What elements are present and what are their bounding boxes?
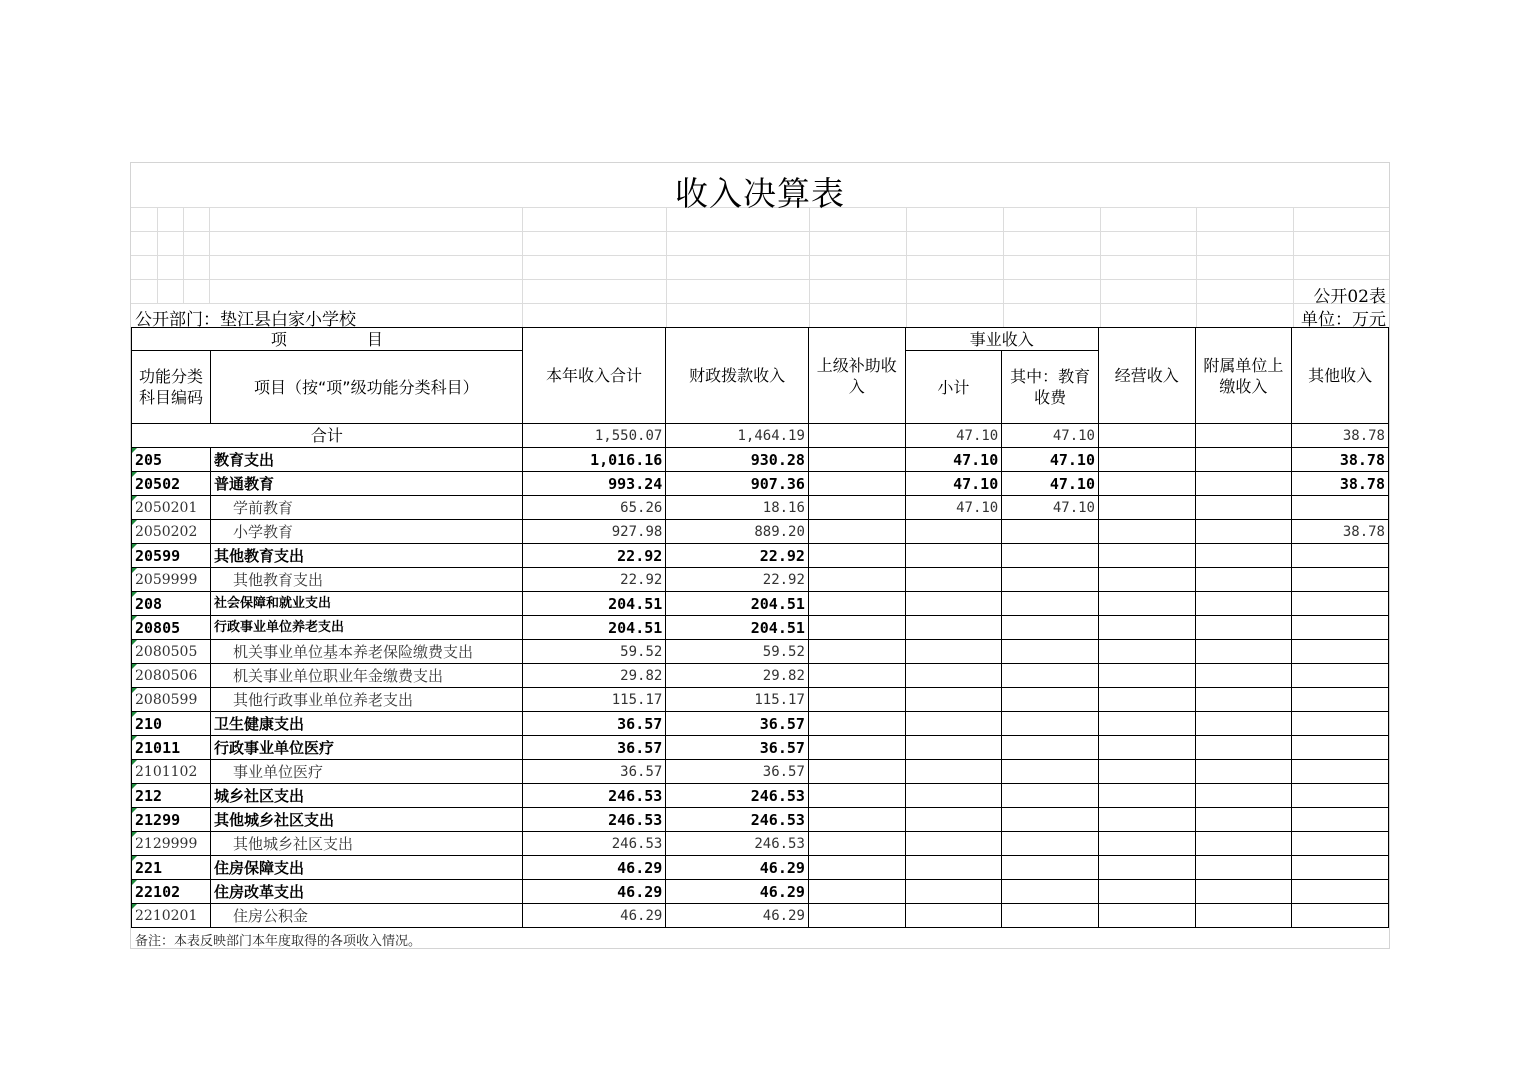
cell-edu-fee: 47.10 xyxy=(1002,472,1099,496)
cell-other: 38.78 xyxy=(1292,520,1389,544)
cell-name: 住房改革支出 xyxy=(210,880,522,904)
cell-fiscal: 1,464.19 xyxy=(666,424,809,448)
cell-subtotal: 47.10 xyxy=(905,448,1002,472)
cell-affiliated xyxy=(1195,856,1292,880)
cell-operating xyxy=(1099,736,1196,760)
table-row xyxy=(132,472,1389,496)
grid-line xyxy=(131,279,1389,280)
cell-other: 38.78 xyxy=(1292,472,1389,496)
header-fiscal: 财政拨款收入 xyxy=(666,328,809,424)
grid-line xyxy=(666,207,667,327)
cell-other xyxy=(1292,760,1389,784)
cell-edu-fee xyxy=(1002,544,1099,568)
cell-fiscal: 29.82 xyxy=(666,664,809,688)
grid-line xyxy=(131,231,1389,232)
cell-affiliated xyxy=(1195,880,1292,904)
cell-name: 行政事业单位医疗 xyxy=(210,736,522,760)
cell-superior xyxy=(808,832,905,856)
cell-subtotal xyxy=(905,784,1002,808)
cell-affiliated xyxy=(1195,568,1292,592)
cell-total: 246.53 xyxy=(522,832,666,856)
cell-name: 教育支出 xyxy=(210,448,522,472)
cell-subtotal xyxy=(905,880,1002,904)
cell-operating xyxy=(1099,640,1196,664)
cell-code: 2210201 xyxy=(132,904,211,928)
cell-total: 1,550.07 xyxy=(522,424,666,448)
table-row xyxy=(132,712,1389,736)
grid-line xyxy=(522,207,523,327)
footnote: 备注：本表反映部门本年度取得的各项收入情况。 xyxy=(135,934,422,949)
table-row xyxy=(132,496,1389,520)
cell-affiliated xyxy=(1195,544,1292,568)
cell-edu-fee xyxy=(1002,592,1099,616)
cell-superior xyxy=(808,808,905,832)
table-row xyxy=(132,688,1389,712)
header-code: 功能分类科目编码 xyxy=(132,351,211,424)
cell-operating xyxy=(1099,880,1196,904)
cell-affiliated xyxy=(1195,688,1292,712)
cell-name: 卫生健康支出 xyxy=(210,712,522,736)
cell-total: 204.51 xyxy=(522,616,666,640)
cell-subtotal xyxy=(905,568,1002,592)
cell-subtotal xyxy=(905,856,1002,880)
cell-name: 事业单位医疗 xyxy=(210,760,522,784)
cell-subtotal: 47.10 xyxy=(905,496,1002,520)
table-row xyxy=(132,880,1389,904)
cell-operating xyxy=(1099,448,1196,472)
cell-edu-fee: 47.10 xyxy=(1002,424,1099,448)
cell-superior xyxy=(808,880,905,904)
cell-affiliated xyxy=(1195,592,1292,616)
cell-affiliated xyxy=(1195,832,1292,856)
cell-subtotal: 47.10 xyxy=(905,424,1002,448)
header-superior-subsidy: 上级补助收入 xyxy=(808,328,905,424)
cell-total: 29.82 xyxy=(522,664,666,688)
cell-operating xyxy=(1099,760,1196,784)
cell-code: 22102 xyxy=(132,880,211,904)
cell-total: 22.92 xyxy=(522,568,666,592)
cell-subtotal xyxy=(905,808,1002,832)
cell-fiscal: 46.29 xyxy=(666,904,809,928)
cell-name: 行政事业单位养老支出 xyxy=(210,616,522,640)
cell-name: 城乡社区支出 xyxy=(210,784,522,808)
cell-other xyxy=(1292,688,1389,712)
cell-other: 38.78 xyxy=(1292,424,1389,448)
cell-fiscal: 204.51 xyxy=(666,592,809,616)
cell-fiscal: 36.57 xyxy=(666,736,809,760)
cell-code: 2059999 xyxy=(132,568,211,592)
table-row xyxy=(132,856,1389,880)
cell-code: 21011 xyxy=(132,736,211,760)
cell-operating xyxy=(1099,712,1196,736)
cell-other xyxy=(1292,736,1389,760)
table-row xyxy=(132,544,1389,568)
table-row xyxy=(132,616,1389,640)
cell-code: 2080505 xyxy=(132,640,211,664)
cell-subtotal xyxy=(905,760,1002,784)
cell-total: 1,016.16 xyxy=(522,448,666,472)
grid-line xyxy=(809,207,810,327)
cell-fiscal: 907.36 xyxy=(666,472,809,496)
cell-superior xyxy=(808,448,905,472)
cell-edu-fee xyxy=(1002,688,1099,712)
total-row xyxy=(132,424,1389,448)
cell-name: 其他教育支出 xyxy=(210,544,522,568)
cell-superior xyxy=(808,496,905,520)
cell-superior xyxy=(808,568,905,592)
cell-total: 36.57 xyxy=(522,760,666,784)
cell-operating xyxy=(1099,904,1196,928)
form-number: 公开02表 xyxy=(1313,287,1386,307)
cell-affiliated xyxy=(1195,736,1292,760)
cell-subtotal: 47.10 xyxy=(905,472,1002,496)
cell-name: 社会保障和就业支出 xyxy=(210,592,522,616)
cell-code: 20805 xyxy=(132,616,211,640)
cell-superior xyxy=(808,736,905,760)
cell-operating xyxy=(1099,856,1196,880)
cell-code: 2101102 xyxy=(132,760,211,784)
cell-edu-fee xyxy=(1002,856,1099,880)
cell-other xyxy=(1292,784,1389,808)
cell-name: 学前教育 xyxy=(210,496,522,520)
grid-line xyxy=(131,303,1389,304)
cell-fiscal: 246.53 xyxy=(666,832,809,856)
cell-other xyxy=(1292,592,1389,616)
cell-code: 210 xyxy=(132,712,211,736)
cell-edu-fee xyxy=(1002,520,1099,544)
cell-edu-fee xyxy=(1002,904,1099,928)
table-row xyxy=(132,592,1389,616)
cell-operating xyxy=(1099,592,1196,616)
cell-subtotal xyxy=(905,832,1002,856)
cell-fiscal: 115.17 xyxy=(666,688,809,712)
table-row xyxy=(132,568,1389,592)
cell-subtotal xyxy=(905,904,1002,928)
cell-edu-fee xyxy=(1002,784,1099,808)
cell-name: 其他城乡社区支出 xyxy=(210,808,522,832)
table-row xyxy=(132,664,1389,688)
cell-operating xyxy=(1099,808,1196,832)
total-label: 合计 xyxy=(132,424,523,448)
cell-code: 2080506 xyxy=(132,664,211,688)
cell-total: 36.57 xyxy=(522,736,666,760)
cell-subtotal xyxy=(905,640,1002,664)
header-edu-fee: 其中：教育收费 xyxy=(1002,351,1099,424)
cell-superior xyxy=(808,592,905,616)
cell-edu-fee xyxy=(1002,832,1099,856)
cell-name: 机关事业单位职业年金缴费支出 xyxy=(210,664,522,688)
cell-superior xyxy=(808,640,905,664)
cell-code: 2050201 xyxy=(132,496,211,520)
cell-subtotal xyxy=(905,544,1002,568)
header-subtotal: 小计 xyxy=(905,351,1002,424)
department-label: 公开部门：垫江县白家小学校 xyxy=(135,310,356,330)
grid-line xyxy=(183,207,184,303)
cell-edu-fee: 47.10 xyxy=(1002,496,1099,520)
cell-affiliated xyxy=(1195,496,1292,520)
cell-edu-fee xyxy=(1002,880,1099,904)
cell-operating xyxy=(1099,688,1196,712)
cell-code: 205 xyxy=(132,448,211,472)
cell-affiliated xyxy=(1195,760,1292,784)
cell-affiliated xyxy=(1195,904,1292,928)
cell-total: 36.57 xyxy=(522,712,666,736)
grid-line xyxy=(157,207,158,303)
cell-subtotal xyxy=(905,520,1002,544)
table-row xyxy=(132,784,1389,808)
cell-other xyxy=(1292,904,1389,928)
cell-edu-fee: 47.10 xyxy=(1002,448,1099,472)
cell-affiliated xyxy=(1195,472,1292,496)
income-table xyxy=(131,327,1389,928)
cell-superior xyxy=(808,544,905,568)
cell-total: 993.24 xyxy=(522,472,666,496)
cell-operating xyxy=(1099,616,1196,640)
cell-fiscal: 246.53 xyxy=(666,808,809,832)
cell-code: 20599 xyxy=(132,544,211,568)
cell-fiscal: 46.29 xyxy=(666,856,809,880)
cell-operating xyxy=(1099,568,1196,592)
cell-other: 38.78 xyxy=(1292,448,1389,472)
cell-affiliated xyxy=(1195,664,1292,688)
cell-total: 46.29 xyxy=(522,856,666,880)
cell-code: 2050202 xyxy=(132,520,211,544)
cell-operating xyxy=(1099,424,1196,448)
cell-other xyxy=(1292,712,1389,736)
cell-other xyxy=(1292,640,1389,664)
header-other: 其他收入 xyxy=(1292,328,1389,424)
cell-affiliated xyxy=(1195,424,1292,448)
grid-line xyxy=(1196,207,1197,327)
cell-operating xyxy=(1099,832,1196,856)
cell-affiliated xyxy=(1195,808,1292,832)
cell-operating xyxy=(1099,496,1196,520)
cell-name: 住房公积金 xyxy=(210,904,522,928)
cell-code: 212 xyxy=(132,784,211,808)
cell-total: 22.92 xyxy=(522,544,666,568)
cell-total: 246.53 xyxy=(522,784,666,808)
cell-fiscal: 889.20 xyxy=(666,520,809,544)
cell-code: 2080599 xyxy=(132,688,211,712)
cell-other xyxy=(1292,808,1389,832)
cell-fiscal: 930.28 xyxy=(666,448,809,472)
cell-superior xyxy=(808,688,905,712)
cell-other xyxy=(1292,616,1389,640)
cell-edu-fee xyxy=(1002,712,1099,736)
cell-edu-fee xyxy=(1002,736,1099,760)
grid-line xyxy=(1293,207,1294,327)
cell-operating xyxy=(1099,520,1196,544)
grid-line xyxy=(906,207,907,327)
table-row xyxy=(132,640,1389,664)
cell-subtotal xyxy=(905,664,1002,688)
cell-fiscal: 36.57 xyxy=(666,760,809,784)
cell-name: 住房保障支出 xyxy=(210,856,522,880)
cell-total: 115.17 xyxy=(522,688,666,712)
cell-superior xyxy=(808,520,905,544)
cell-edu-fee xyxy=(1002,664,1099,688)
grid-line xyxy=(1100,207,1101,327)
cell-name: 小学教育 xyxy=(210,520,522,544)
cell-affiliated xyxy=(1195,448,1292,472)
cell-affiliated xyxy=(1195,616,1292,640)
table-row xyxy=(132,904,1389,928)
cell-total: 204.51 xyxy=(522,592,666,616)
cell-total: 46.29 xyxy=(522,904,666,928)
table-row xyxy=(132,448,1389,472)
cell-superior xyxy=(808,616,905,640)
cell-superior xyxy=(808,856,905,880)
cell-superior xyxy=(808,712,905,736)
cell-other xyxy=(1292,664,1389,688)
cell-name: 普通教育 xyxy=(210,472,522,496)
table-row xyxy=(132,808,1389,832)
cell-operating xyxy=(1099,472,1196,496)
cell-operating xyxy=(1099,544,1196,568)
cell-code: 221 xyxy=(132,856,211,880)
cell-subtotal xyxy=(905,736,1002,760)
cell-total: 246.53 xyxy=(522,808,666,832)
cell-subtotal xyxy=(905,592,1002,616)
cell-edu-fee xyxy=(1002,616,1099,640)
cell-superior xyxy=(808,904,905,928)
cell-edu-fee xyxy=(1002,760,1099,784)
cell-subtotal xyxy=(905,616,1002,640)
cell-fiscal: 18.16 xyxy=(666,496,809,520)
header-item-group: 项 目 xyxy=(132,328,523,351)
cell-fiscal: 36.57 xyxy=(666,712,809,736)
cell-fiscal: 22.92 xyxy=(666,568,809,592)
cell-edu-fee xyxy=(1002,640,1099,664)
cell-fiscal: 46.29 xyxy=(666,880,809,904)
cell-other xyxy=(1292,856,1389,880)
header-total-income: 本年收入合计 xyxy=(522,328,666,424)
cell-name: 其他教育支出 xyxy=(210,568,522,592)
cell-affiliated xyxy=(1195,712,1292,736)
cell-superior xyxy=(808,664,905,688)
cell-name: 其他城乡社区支出 xyxy=(210,832,522,856)
cell-other xyxy=(1292,832,1389,856)
cell-other xyxy=(1292,880,1389,904)
cell-affiliated xyxy=(1195,640,1292,664)
cell-subtotal xyxy=(905,712,1002,736)
cell-superior xyxy=(808,424,905,448)
grid-line xyxy=(131,255,1389,256)
table-row xyxy=(132,736,1389,760)
cell-affiliated xyxy=(1195,520,1292,544)
cell-code: 2129999 xyxy=(132,832,211,856)
cell-total: 927.98 xyxy=(522,520,666,544)
header-operating: 经营收入 xyxy=(1099,328,1196,424)
table-row xyxy=(132,760,1389,784)
table-row xyxy=(132,520,1389,544)
unit-label: 单位：万元 xyxy=(1301,310,1386,330)
cell-other xyxy=(1292,568,1389,592)
cell-edu-fee xyxy=(1002,808,1099,832)
cell-name: 其他行政事业单位养老支出 xyxy=(210,688,522,712)
cell-fiscal: 59.52 xyxy=(666,640,809,664)
cell-code: 20502 xyxy=(132,472,211,496)
cell-superior xyxy=(808,472,905,496)
cell-affiliated xyxy=(1195,784,1292,808)
cell-operating xyxy=(1099,784,1196,808)
cell-total: 59.52 xyxy=(522,640,666,664)
cell-operating xyxy=(1099,664,1196,688)
cell-total: 46.29 xyxy=(522,880,666,904)
header-business-group: 事业收入 xyxy=(905,328,1099,351)
header-affiliated: 附属单位上缴收入 xyxy=(1195,328,1292,424)
table-row xyxy=(132,832,1389,856)
page-title: 收入决算表 xyxy=(675,174,845,213)
cell-subtotal xyxy=(905,688,1002,712)
income-statement-sheet xyxy=(130,162,1390,949)
cell-code: 21299 xyxy=(132,808,211,832)
cell-other xyxy=(1292,544,1389,568)
cell-code: 208 xyxy=(132,592,211,616)
cell-total: 65.26 xyxy=(522,496,666,520)
cell-edu-fee xyxy=(1002,568,1099,592)
grid-line xyxy=(209,207,210,303)
cell-name: 机关事业单位基本养老保险缴费支出 xyxy=(210,640,522,664)
cell-fiscal: 22.92 xyxy=(666,544,809,568)
cell-superior xyxy=(808,784,905,808)
cell-superior xyxy=(808,760,905,784)
grid-line xyxy=(1003,207,1004,327)
header-name: 项目（按“项”级功能分类科目） xyxy=(210,351,522,424)
cell-fiscal: 204.51 xyxy=(666,616,809,640)
cell-fiscal: 246.53 xyxy=(666,784,809,808)
cell-other xyxy=(1292,496,1389,520)
